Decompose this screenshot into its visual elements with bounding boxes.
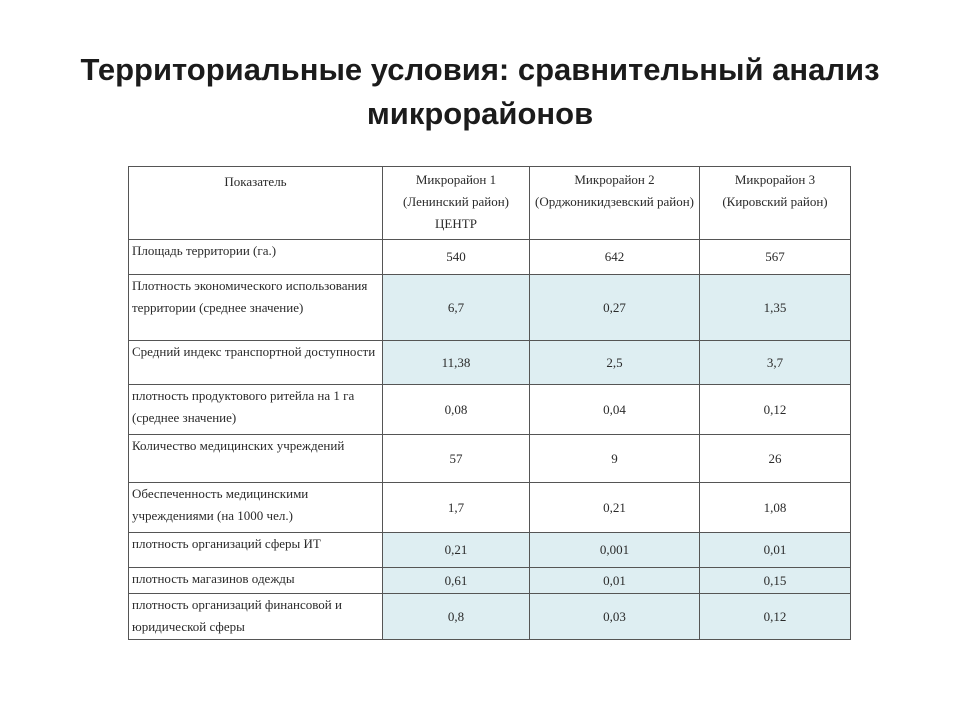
table-row — [129, 341, 851, 385]
row-label: плотность организаций финансовой и юридической сферы — [129, 594, 383, 640]
cell-value: 0,01 — [530, 568, 700, 594]
table-row — [129, 385, 851, 435]
cell-value: 0,15 — [700, 568, 851, 594]
cell-value: 0,08 — [383, 385, 530, 435]
table-header-row — [129, 167, 851, 240]
table-row — [129, 568, 851, 594]
slide-title — [40, 48, 920, 136]
header-microdistrict-1: Микрорайон 1 (Ленинский район) ЦЕНТР — [383, 167, 530, 240]
cell-value: 0,8 — [383, 594, 530, 640]
table-row — [129, 533, 851, 568]
cell-value: 26 — [700, 435, 851, 483]
row-label: Средний индекс транспортной доступности — [129, 341, 383, 385]
cell-value: 0,21 — [530, 483, 700, 533]
cell-value: 1,35 — [700, 275, 851, 341]
cell-value: 0,04 — [530, 385, 700, 435]
table-row — [129, 594, 851, 640]
header-microdistrict-2: Микрорайон 2 (Орджоникидзевский район) — [530, 167, 700, 240]
row-label: Количество медицинских учреждений — [129, 435, 383, 483]
comparison-table — [128, 166, 851, 640]
cell-value: 3,7 — [700, 341, 851, 385]
row-label: плотность продуктового ритейла на 1 га (среднее значение) — [129, 385, 383, 435]
slide-title-line-1: Территориальные условия: сравнительный анализ — [80, 52, 880, 87]
cell-value: 9 — [530, 435, 700, 483]
cell-value: 1,7 — [383, 483, 530, 533]
comparison-table-container — [128, 166, 850, 640]
row-label: Обеспеченность медицинскими учреждениями (на 1000 чел.) — [129, 483, 383, 533]
cell-value: 0,21 — [383, 533, 530, 568]
slide-title-line-2: микрорайонов — [366, 96, 594, 131]
cell-value: 1,08 — [700, 483, 851, 533]
table-row — [129, 435, 851, 483]
cell-value: 567 — [700, 240, 851, 275]
cell-value: 2,5 — [530, 341, 700, 385]
row-label: Площадь территории (га.) — [129, 240, 383, 275]
cell-value: 57 — [383, 435, 530, 483]
cell-value: 642 — [530, 240, 700, 275]
row-label: плотность магазинов одежды — [129, 568, 383, 594]
cell-value: 0,12 — [700, 385, 851, 435]
cell-value: 0,03 — [530, 594, 700, 640]
cell-value: 0,27 — [530, 275, 700, 341]
cell-value: 0,12 — [700, 594, 851, 640]
header-microdistrict-3: Микрорайон 3 (Кировский район) — [700, 167, 851, 240]
cell-value: 0,01 — [700, 533, 851, 568]
cell-value: 11,38 — [383, 341, 530, 385]
row-label: Плотность экономического использования территории (среднее значение) — [129, 275, 383, 341]
table-row — [129, 240, 851, 275]
row-label: плотность организаций сферы ИТ — [129, 533, 383, 568]
table-row — [129, 275, 851, 341]
header-indicator: Показатель — [129, 167, 383, 240]
cell-value: 540 — [383, 240, 530, 275]
cell-value: 6,7 — [383, 275, 530, 341]
table-row — [129, 483, 851, 533]
cell-value: 0,001 — [530, 533, 700, 568]
cell-value: 0,61 — [383, 568, 530, 594]
